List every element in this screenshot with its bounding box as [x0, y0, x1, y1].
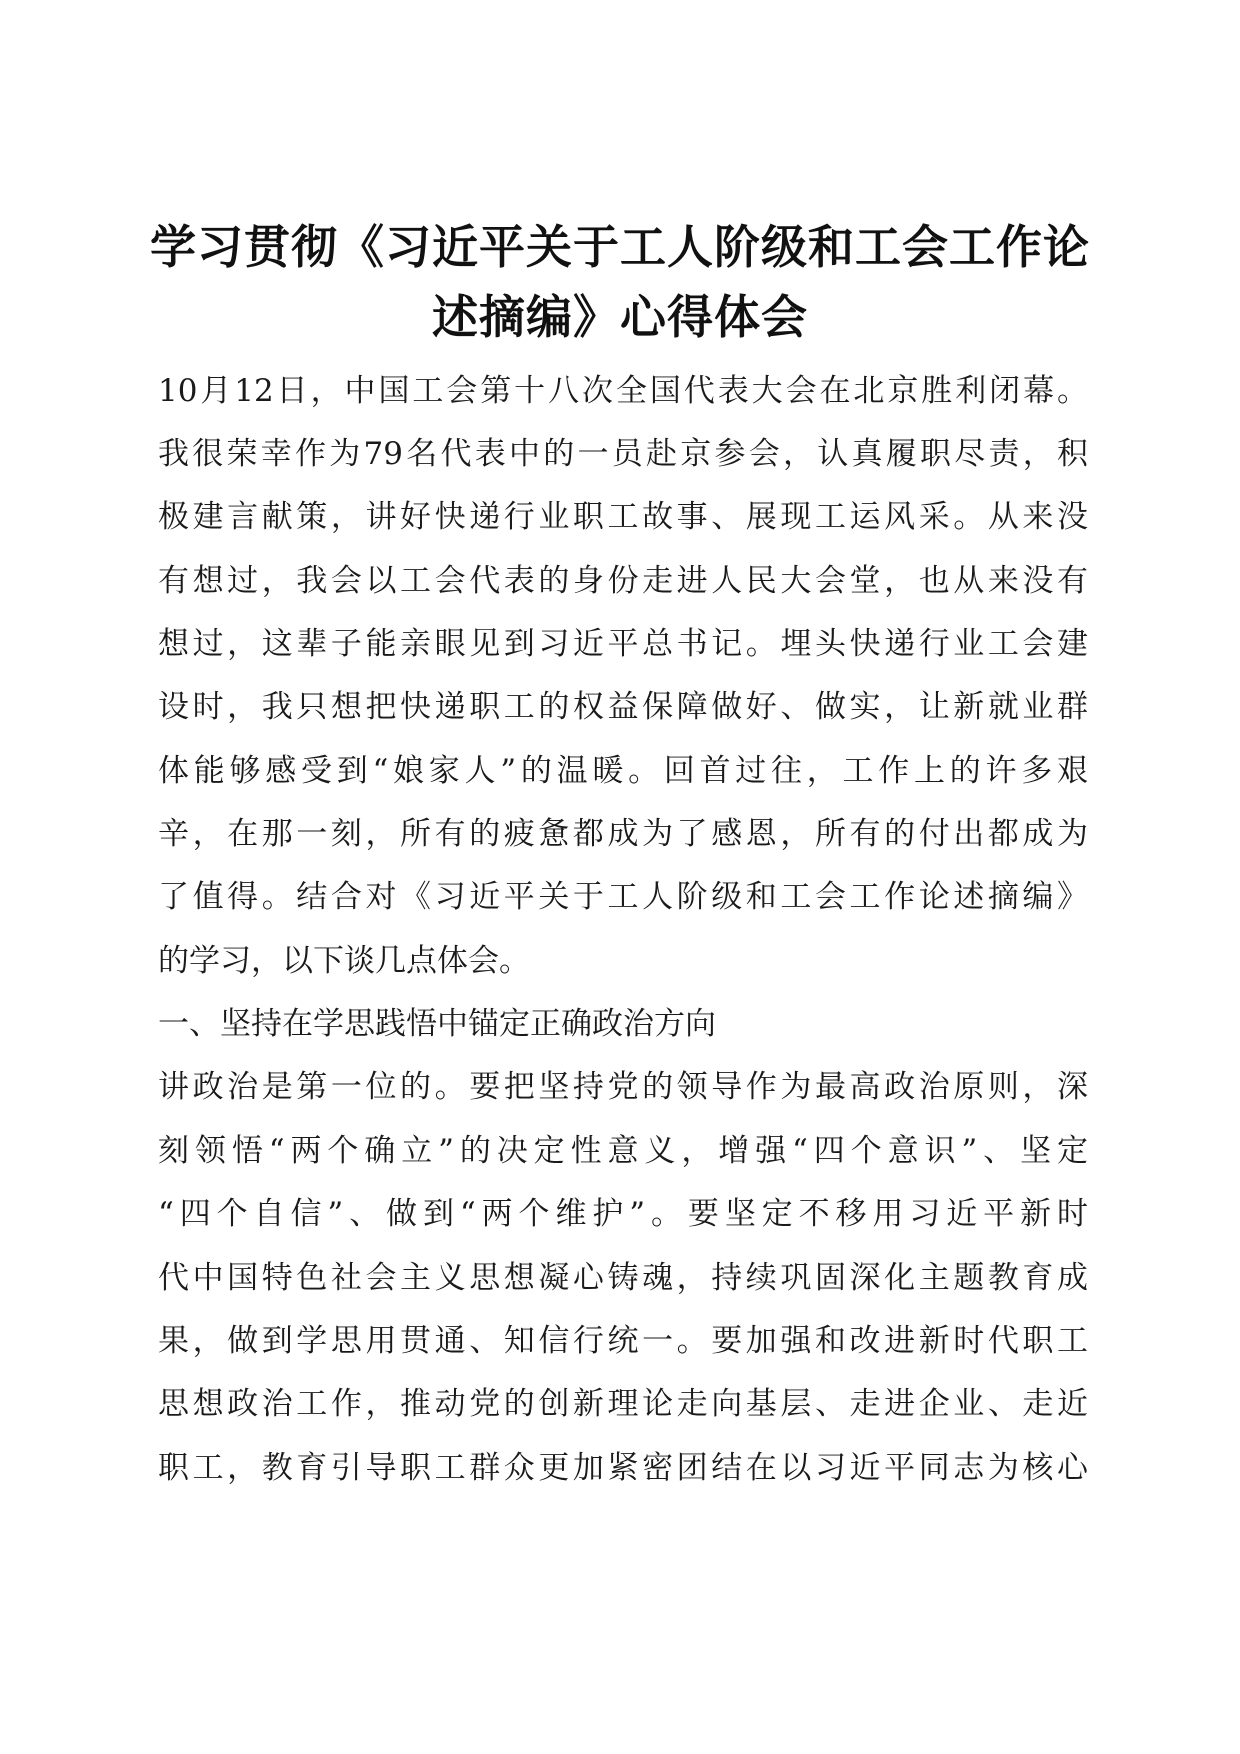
body-line-3: 极建言献策，讲好快递行业职工故事、展现工运风采。从来没	[158, 499, 1088, 535]
body-line-9: 了值得。结合对《习近平关于工人阶级和工会工作论述摘编》	[158, 879, 1088, 915]
body-line-1: 10月12日，中国工会第十八次全国代表大会在北京胜利闭幕。	[158, 373, 1088, 409]
body-line-17: 思想政治工作，推动党的创新理论走向基层、走进企业、走近	[158, 1386, 1088, 1422]
title-line-1: 学习贯彻《习近平关于工人阶级和工会工作论	[150, 220, 1090, 274]
title-line-2: 述摘编》心得体会	[432, 290, 808, 344]
section-heading-1: 一、坚持在学思践悟中锚定正确政治方向	[158, 1006, 716, 1042]
body-line-18: 职工，教育引导职工群众更加紧密团结在以习近平同志为核心	[158, 1450, 1088, 1486]
document-title	[140, 212, 1100, 352]
body-line-4: 有想过，我会以工会代表的身份走进人民大会堂，也从来没有	[158, 563, 1088, 599]
body-line-5: 想过，这辈子能亲眼见到习近平总书记。埋头快递行业工会建	[158, 626, 1088, 662]
body-line-2: 我很荣幸作为79名代表中的一员赴京参会，认真履职尽责，积	[158, 436, 1088, 472]
body-line-14: “四个自信”、做到“两个维护”。要坚定不移用习近平新时	[158, 1196, 1088, 1232]
body-line-8: 辛，在那一刻，所有的疲惫都成为了感恩，所有的付出都成为	[158, 816, 1088, 852]
body-line-10: 的学习，以下谈几点体会。	[158, 943, 530, 979]
body-line-12: 讲政治是第一位的。要把坚持党的领导作为最高政治原则，深	[158, 1069, 1088, 1105]
body-line-15: 代中国特色社会主义思想凝心铸魂，持续巩固深化主题教育成	[158, 1260, 1088, 1296]
body-line-6: 设时，我只想把快递职工的权益保障做好、做实，让新就业群	[158, 689, 1088, 725]
body-line-7: 体能够感受到“娘家人”的温暖。回首过往，工作上的许多艰	[158, 753, 1088, 789]
body-line-16: 果，做到学思用贯通、知信行统一。要加强和改进新时代职工	[158, 1323, 1088, 1359]
body-line-13: 刻领悟“两个确立”的决定性意义，增强“四个意识”、坚定	[158, 1133, 1088, 1169]
